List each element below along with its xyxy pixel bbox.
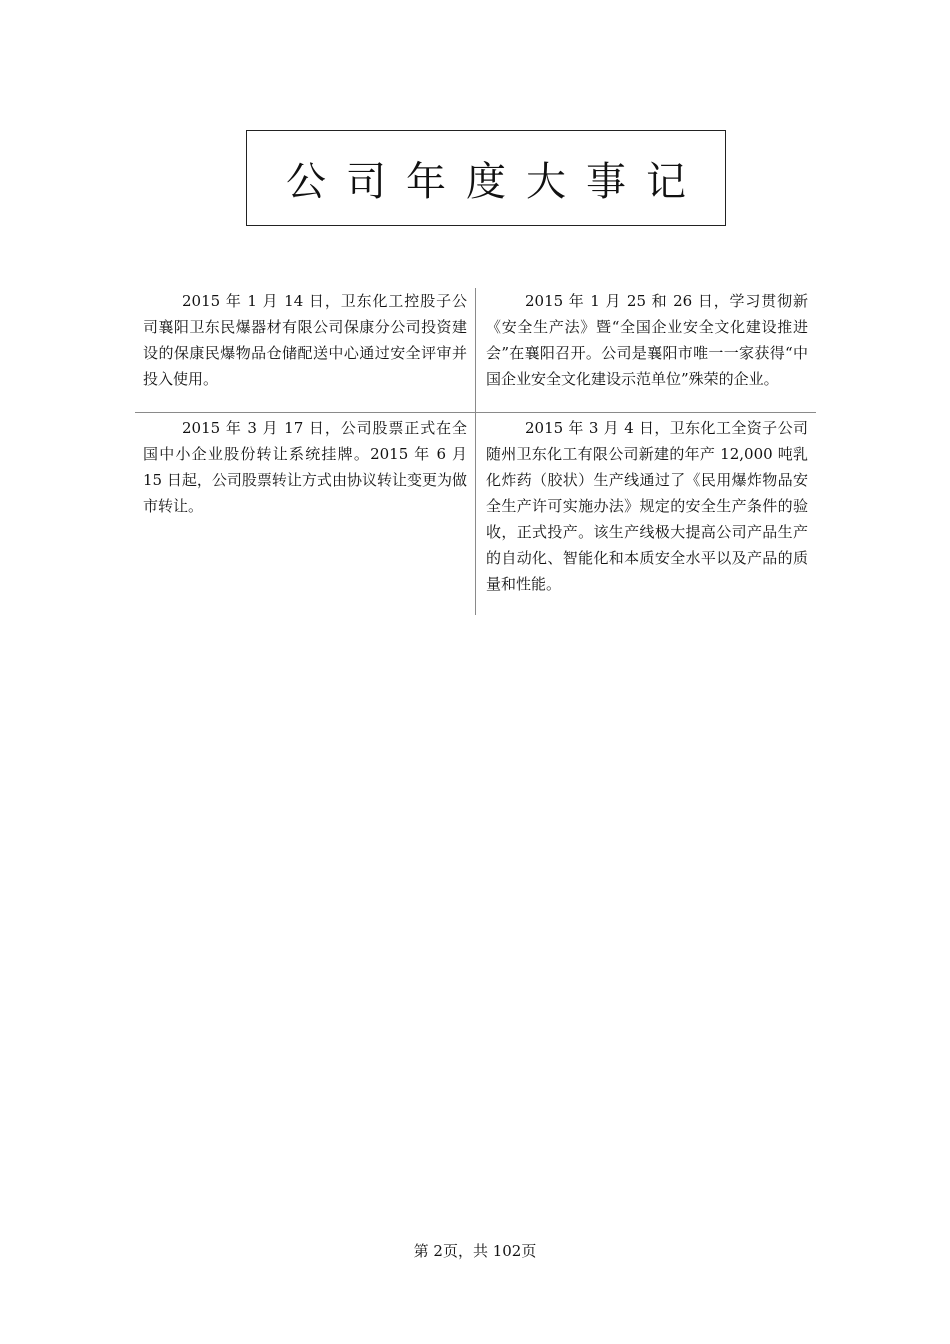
- event-cell-right: 2015 年 1 月 25 和 26 日，学习贯彻新《安全生产法》暨“全国企业安全文化建设推进会”在襄阳召开。公司是襄阳市唯一一家获得“中国企业安全文化建设示范单位”殊荣的企业。: [475, 288, 816, 412]
- events-table: [135, 288, 816, 615]
- event-cell-right: 2015 年 3 月 4 日，卫东化工全资子公司随州卫东化工有限公司新建的年产 12,000 吨乳化炸药（胶状）生产线通过了《民用爆炸物品安全生产许可实施办法》规定的安全生产条件的验收，正式投产。该生产线极大提高公司产品生产的自动化、智能化和本质安全水平以及产品的质量和性能。: [475, 413, 816, 615]
- page-title: 公司年度大事记: [286, 158, 706, 205]
- events-row: [135, 413, 816, 615]
- events-row: [135, 288, 816, 413]
- event-cell-left: 2015 年 1 月 14 日，卫东化工控股子公司襄阳卫东民爆器材有限公司保康分公司投资建设的保康民爆物品仓储配送中心通过安全评审并投入使用。: [143, 292, 467, 388]
- event-cell-left: 2015 年 3 月 17 日，公司股票正式在全国中小企业股份转让系统挂牌。2015 年 6 月 15 日起，公司股票转让方式由协议转让变更为做市转让。: [143, 419, 467, 515]
- title-box: [246, 130, 726, 226]
- page-footer: 第 2页，共 102页: [413, 1242, 537, 1260]
